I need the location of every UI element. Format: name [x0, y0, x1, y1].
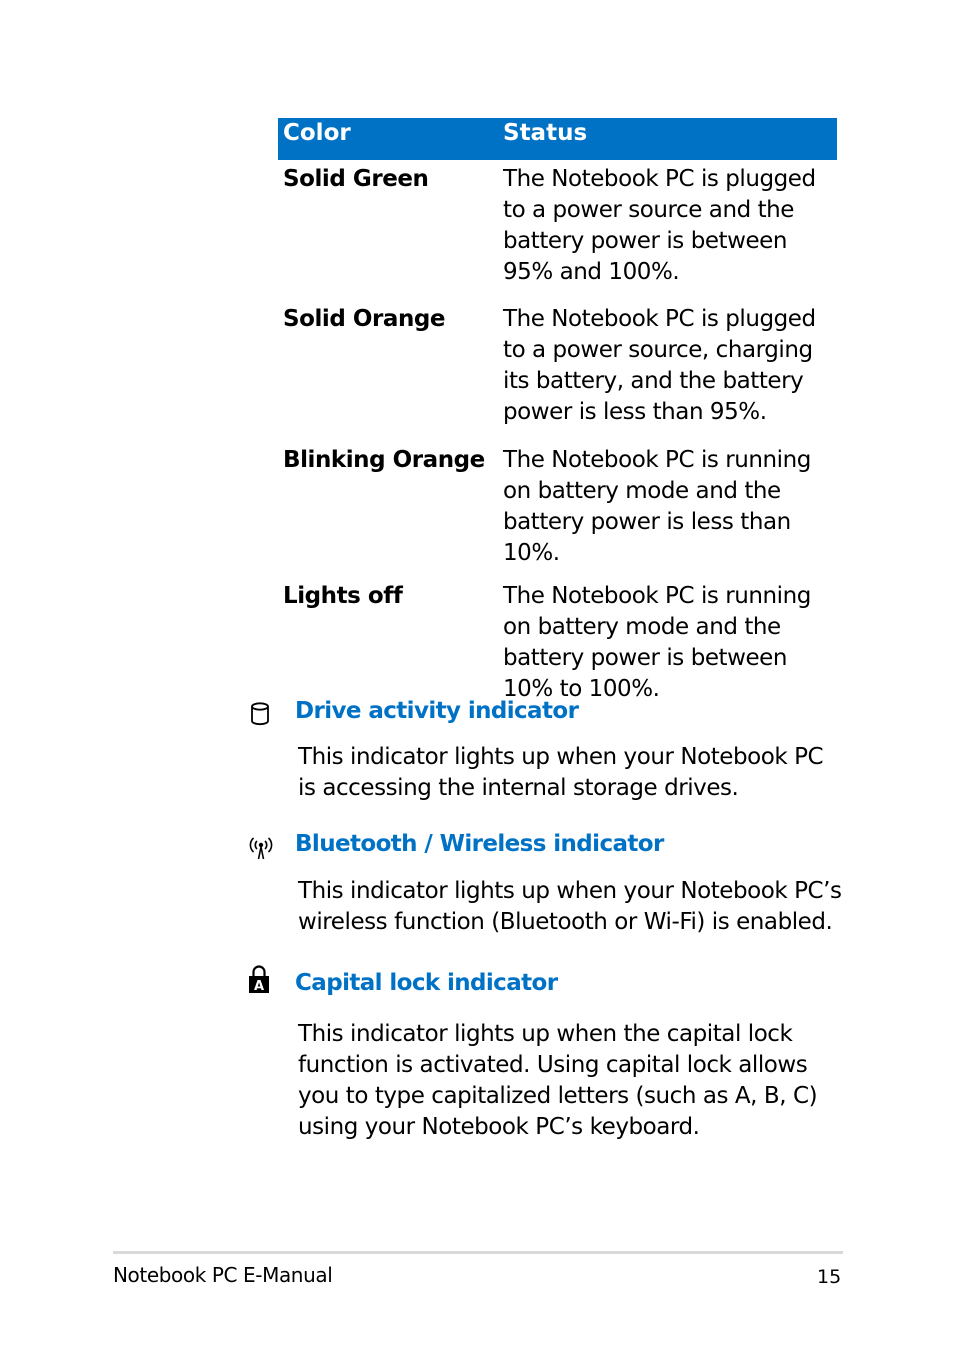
- status-cell: The Notebook PC is running on battery mode and the battery power is between 10% to 100%.: [503, 583, 811, 702]
- table-header-row: [278, 118, 837, 160]
- capital-lock-icon-letter: A: [253, 979, 265, 994]
- table-row: [278, 160, 837, 300]
- table-row: [278, 569, 837, 705]
- drive-activity-description: This indicator lights up when your Notebook PC is accessing the internal storage drives.: [298, 744, 824, 801]
- page-number: 15: [817, 1266, 842, 1288]
- wireless-title: Bluetooth / Wireless indicator: [295, 831, 664, 857]
- status-cell: The Notebook PC is plugged to a power source, charging its battery, and the battery power is less than 95%.: [503, 306, 816, 425]
- footer-divider: [113, 1251, 843, 1254]
- wireless-icon: [248, 836, 274, 860]
- status-cell: The Notebook PC is running on battery mode and the battery power is less than 10%.: [503, 447, 811, 566]
- wireless-description: This indicator lights up when your Notebook PC’s wireless function (Bluetooth or Wi-Fi) is enabled.: [298, 878, 842, 935]
- color-cell: Blinking Orange: [283, 447, 485, 473]
- color-cell: Solid Green: [283, 166, 429, 192]
- color-cell: Solid Orange: [283, 306, 446, 332]
- status-cell: The Notebook PC is plugged to a power source and the battery power is between 95% and 100%.: [503, 166, 816, 285]
- capital-lock-title: Capital lock indicator: [295, 970, 558, 996]
- capital-lock-icon: [248, 965, 270, 994]
- table-row: [278, 441, 837, 569]
- capital-lock-description: This indicator lights up when the capital lock function is activated. Using capital lock allows you to type capitalized letters (such as A, B, C) using your Notebook PC’s keyboard.: [298, 1021, 818, 1140]
- drive-activity-icon: [249, 702, 271, 726]
- drive-activity-title: Drive activity indicator: [295, 698, 579, 724]
- led-status-table: [278, 118, 837, 705]
- header-color: Color: [278, 118, 498, 160]
- table-row: [278, 300, 837, 441]
- header-status: Status: [498, 118, 837, 160]
- color-cell: Lights off: [283, 583, 403, 609]
- footer-title: Notebook PC E-Manual: [113, 1263, 333, 1287]
